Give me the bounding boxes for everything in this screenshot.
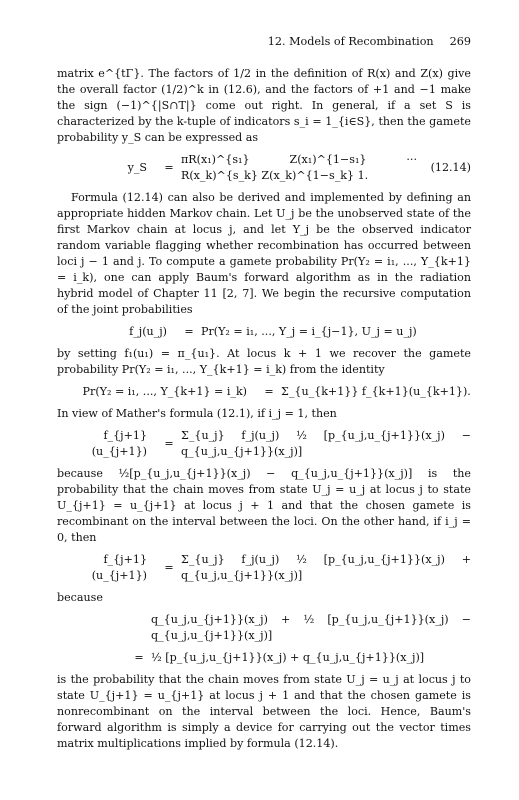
page-number: 269	[449, 35, 471, 48]
running-header	[57, 35, 471, 48]
body-text	[57, 66, 471, 752]
chapter-title: 12. Models of Recombination	[267, 35, 434, 48]
eq6a-rhs: q_{u_j,u_{j+1}}(x_j) + ½ [p_{u_j,u_{j+1}}(x_j) − q_{u_j,u_{j+1}}(x_j)]	[151, 613, 471, 642]
paragraph-1: matrix e^{tΓ}. The factors of 1/2 in the definition of R(x) and Z(x) give the overall factor (1/2)^k in (12.6), and the factors of +1 and −1 make the sign (−1)^{|S∩T|} come out right. In general, if a set S is characterized by the k-tuple of indicators s_i = 1_{i∈S}, then the gamete probability y_S can be expressed as	[57, 67, 471, 144]
eq4-lhs: f_{j+1}(u_{j+1})	[91, 429, 147, 458]
equation-because-line-2	[57, 650, 471, 666]
equation-12-14	[57, 152, 471, 184]
eq5-lhs: f_{j+1}(u_{j+1})	[91, 553, 147, 582]
eq3-op: =	[264, 385, 274, 398]
eq4-rhs: Σ_{u_j} f_j(u_j) ½ [p_{u_j,u_{j+1}}(x_j) − q_{u_j,u_{j+1}}(x_j)]	[181, 429, 471, 458]
paragraph-4: In view of Mather's formula (12.1), if i_j = 1, then	[57, 407, 337, 420]
eq3-rhs: Σ_{u_{k+1}} f_{k+1}(u_{k+1}).	[281, 385, 471, 398]
equation-identity	[57, 384, 471, 400]
eq1-lhs: y_S	[127, 161, 147, 174]
equation-recombinant	[57, 428, 471, 460]
eq1-op: =	[164, 161, 174, 174]
eq5-rhs: Σ_{u_j} f_j(u_j) ½ [p_{u_j,u_{j+1}}(x_j) + q_{u_j,u_{j+1}}(x_j)]	[181, 553, 471, 582]
paragraph-3: by setting f₁(u₁) = π_{u₁}. At locus k + 1 we recover the gamete probability Pr(Y₂ = i₁, ..., Y_{k+1} = i_k) from the identity	[57, 347, 471, 376]
equation-joint-probabilities	[57, 324, 471, 340]
paragraph-6: because	[57, 591, 103, 604]
eq5-op: =	[164, 561, 174, 574]
eq1-rhs: πR(x₁)^{s₁} Z(x₁)^{1−s₁} ··· R(x_k)^{s_k} Z(x_k)^{1−s_k} 1.	[181, 153, 417, 182]
eq3-lhs: Pr(Y₂ = i₁, ..., Y_{k+1} = i_k)	[82, 385, 247, 398]
paragraph-5: because ½[p_{u_j,u_{j+1}}(x_j) − q_{u_j,u_{j+1}}(x_j)] is the probability that the chain moves from state U_j = u_j at locus j to state U_{j+1} = u_{j+1} at locus j + 1 and that the chosen gamete is recombinant on the interval between the loci. On the other hand, if i_j = 0, then	[57, 467, 471, 544]
paragraph-2: Formula (12.14) can also be derived and implemented by defining an appropriate hidden Markov chain. Let U_j be the unobserved state of the first Markov chain at locus j, and let Y_j be the observed indicator random variable flagging whether recombination has occurred between loci j − 1 and j. To compute a gamete probability Pr(Y₂ = i₁, ..., Y_{k+1} = i_k), one can apply Baum's forward algorithm as in the radiation hybrid model of Chapter 11 [2, 7]. We begin the recursive computation of the joint probabilities	[57, 191, 471, 316]
eq2-lhs: f_j(u_j)	[129, 325, 167, 338]
equation-because-line-1	[57, 612, 471, 644]
eq6b-rhs: ½ [p_{u_j,u_{j+1}}(x_j) + q_{u_j,u_{j+1}}(x_j)]	[151, 651, 425, 664]
eq1-number: (12.14)	[430, 161, 471, 174]
eq6b-op: =	[134, 651, 144, 664]
eq2-op: =	[184, 325, 194, 338]
paragraph-7: is the probability that the chain moves from state U_j = u_j at locus j to state U_{j+1} = u_{j+1} at locus j + 1 and that the chosen gamete is nonrecombinant on the interval between the loci. Hence, Baum's forward algorithm is simply a device for carrying out the vector times matrix multiplications implied by formula (12.14).	[57, 673, 471, 750]
eq2-rhs: Pr(Y₂ = i₁, ..., Y_j = i_{j−1}, U_j = u_j)	[201, 325, 417, 338]
eq4-op: =	[164, 437, 174, 450]
equation-nonrecombinant	[57, 552, 471, 584]
